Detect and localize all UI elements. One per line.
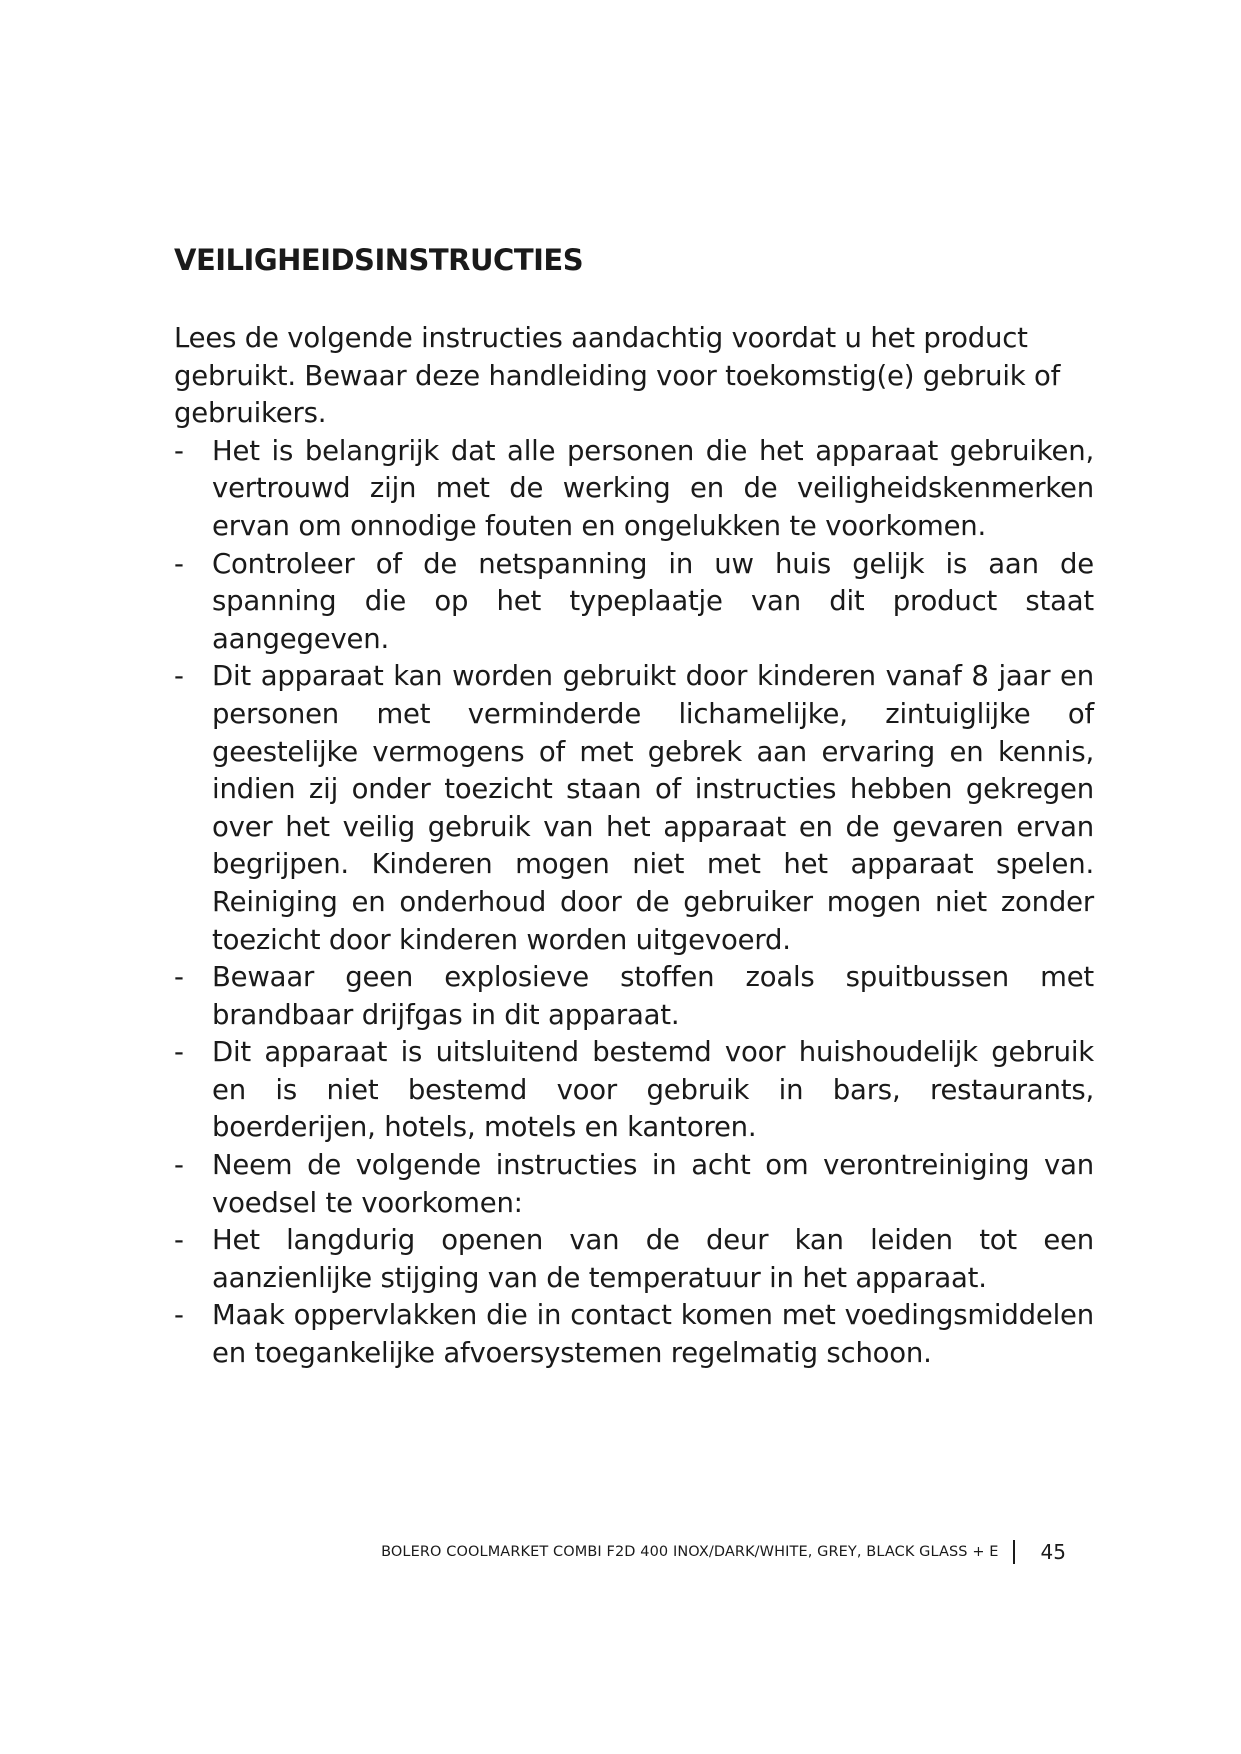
list-item bbox=[174, 1147, 1094, 1222]
bullet-dash: - bbox=[174, 1149, 184, 1182]
list-item-text: Dit apparaat is uitsluitend bestemd voor huishoudelijk gebruik en is niet bestemd voor gebruik in bars, restaurants, boerderijen, hotels, motels en kantoren. bbox=[212, 1036, 1094, 1144]
footer-divider bbox=[1013, 1540, 1015, 1564]
page-number: 45 bbox=[1040, 1540, 1066, 1564]
safety-instructions-list bbox=[174, 433, 1094, 1373]
bullet-dash: - bbox=[174, 961, 184, 994]
list-item bbox=[174, 1222, 1094, 1297]
document-body bbox=[174, 320, 1094, 1373]
list-item bbox=[174, 658, 1094, 959]
bullet-dash: - bbox=[174, 434, 184, 467]
list-item-text: Dit apparaat kan worden gebruikt door kinderen vanaf 8 jaar en personen met verminderde lichamelijke, zintuiglijke of geestelijke vermogens of met gebrek aan ervaring en kennis, indien zij onder toezicht staan of instructies hebben gekregen over het veilig gebruik van het apparaat en de gevaren ervan begrijpen. Kinderen mogen niet met het apparaat spelen. Reiniging en onderhoud door de gebruiker mogen niet zonder toezicht door kinderen worden uitgevoerd. bbox=[212, 660, 1094, 956]
list-item bbox=[174, 433, 1094, 546]
list-item-text: Maak oppervlakken die in contact komen met voedingsmiddelen en toegankelijke afvoersystemen regelmatig schoon. bbox=[212, 1299, 1094, 1370]
list-item-text: Het langdurig openen van de deur kan leiden tot een aanzienlijke stijging van de temperatuur in het apparaat. bbox=[212, 1224, 1094, 1294]
footer-product-name: BOLERO COOLMARKET COMBI F2D 400 INOX/DARK/WHITE, GREY, BLACK GLASS + E bbox=[381, 1544, 999, 1560]
list-item bbox=[174, 959, 1094, 1034]
bullet-dash: - bbox=[174, 547, 184, 580]
bullet-dash: - bbox=[174, 660, 184, 693]
list-item bbox=[174, 546, 1094, 659]
page-footer bbox=[0, 1537, 1066, 1567]
list-item-text: Het is belangrijk dat alle personen die het apparaat gebruiken, vertrouwd zijn met de werking en de veiligheidskenmerken ervan om onnodige fouten en ongelukken te voorkomen. bbox=[212, 434, 1094, 542]
list-item-text: Controleer of de netspanning in uw huis gelijk is aan de spanning die op het typeplaatje van dit product staat aangegeven. bbox=[212, 547, 1094, 655]
list-item-text: Bewaar geen explosieve stoffen zoals spuitbussen met brandbaar drijfgas in dit apparaat. bbox=[212, 961, 1094, 1031]
bullet-dash: - bbox=[174, 1299, 184, 1332]
list-item bbox=[174, 1034, 1094, 1147]
page-title: VEILIGHEIDSINSTRUCTIES bbox=[174, 243, 584, 277]
list-item bbox=[174, 1297, 1094, 1372]
bullet-dash: - bbox=[174, 1224, 184, 1257]
intro-paragraph: Lees de volgende instructies aandachtig voordat u het product gebruikt. Bewaar deze handleiding voor toekomstig(e) gebruik of gebruikers. bbox=[174, 322, 1061, 430]
bullet-dash: - bbox=[174, 1036, 184, 1069]
list-item-text: Neem de volgende instructies in acht om verontreiniging van voedsel te voorkomen: bbox=[212, 1149, 1094, 1219]
